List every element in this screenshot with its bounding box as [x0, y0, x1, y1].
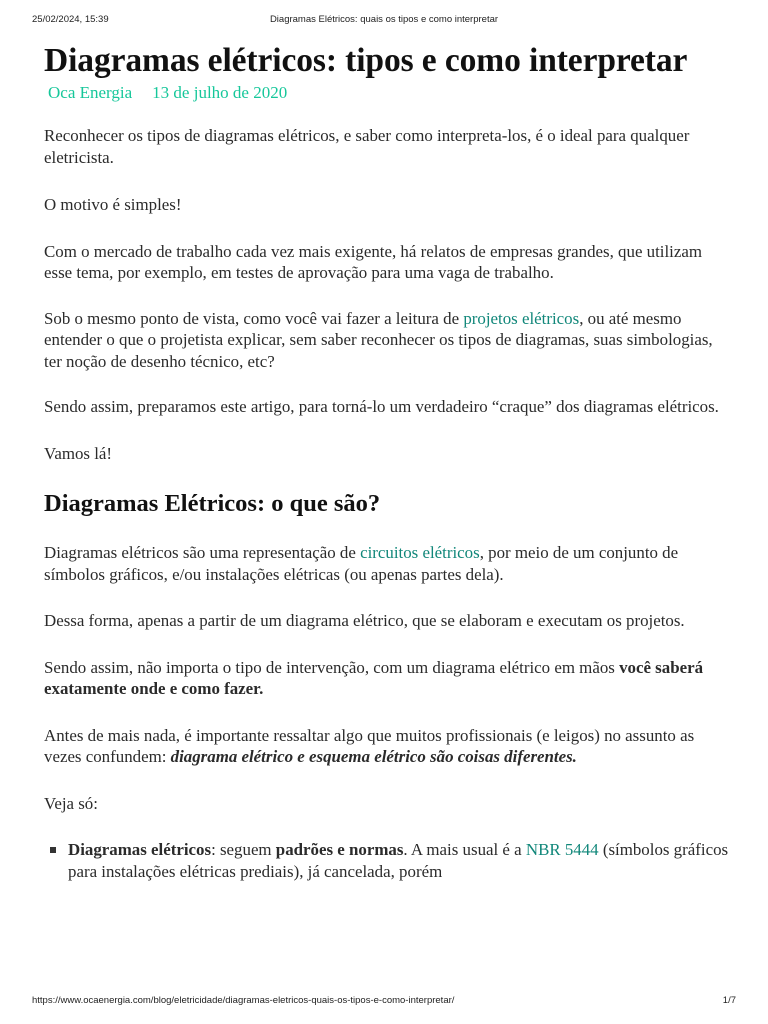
paragraph: Sendo assim, preparamos este artigo, para torná-lo um verdadeiro “craque” dos diagramas elétricos.: [44, 397, 719, 416]
list-item-text: (símbolos gráficos para instalações elétricas prediais), já cancelada, porém: [68, 840, 729, 881]
section-heading: Diagramas Elétricos: o que são?: [44, 490, 381, 517]
paragraph-text: Antes de mais nada, é importante ressaltar algo que muitos profissionais (e leigos) no assunto as vezes confundem:: [44, 725, 695, 766]
paragraph: Reconhecer os tipos de diagramas elétricos, e saber como interpreta-los, é o ideal para qualquer eletricista.: [44, 126, 690, 167]
article-author[interactable]: Oca Energia: [48, 83, 133, 102]
article-date: 13 de julho de 2020: [152, 83, 288, 102]
paragraph-text: , por meio de um conjunto de símbolos gráficos, e/ou instalações elétricas (ou apenas partes dela).: [44, 543, 679, 584]
link-nbr-5444[interactable]: NBR 5444: [525, 840, 599, 859]
bold-text: Diagramas elétricos: [68, 840, 212, 859]
print-page-title: Diagramas Elétricos: quais os tipos e como interpretar: [269, 14, 499, 25]
paragraph-text: Sendo assim, não importa o tipo de intervenção, com um diagrama elétrico em mãos: [44, 657, 620, 677]
bold-text: padrões e normas: [275, 840, 404, 859]
list-item: [44, 839, 734, 882]
paragraph: O motivo é simples!: [44, 195, 182, 214]
paragraph: [44, 308, 734, 373]
link-circuitos-eletricos[interactable]: circuitos elétricos: [360, 543, 480, 562]
paragraph-text: Sob o mesmo ponto de vista, como você vai fazer a leitura de: [44, 308, 464, 328]
paragraph: [44, 542, 734, 585]
paragraph: [44, 657, 734, 700]
bold-italic-text: diagrama elétrico e esquema elétrico são coisas diferentes.: [170, 747, 577, 766]
paragraph: Veja só:: [44, 793, 98, 813]
article-title: Diagramas elétricos: tipos e como interpretar: [44, 42, 688, 79]
print-page-number: 1/7: [722, 995, 736, 1006]
link-projetos-eletricos[interactable]: projetos elétricos: [463, 308, 580, 328]
list-item-text: . A mais usual é a: [403, 840, 526, 859]
paragraph-text: , ou até mesmo entender o que o projetista explicar, sem saber reconhecer os tipos de diagramas, suas simbologias, ter noção de desenho técnico, etc?: [44, 308, 713, 371]
square-bullet-icon: [50, 847, 56, 853]
print-datetime: 25/02/2024, 15:39: [32, 14, 109, 25]
paragraph: Com o mercado de trabalho cada vez mais exigente, há relatos de empresas grandes, que utilizam esse tema, por exemplo, em testes de aprovação para uma vaga de trabalho.: [44, 241, 703, 282]
paragraph: [44, 725, 734, 768]
list-item-text: : seguem: [211, 840, 276, 859]
print-header: [0, 14, 768, 28]
paragraph: Dessa forma, apenas a partir de um diagrama elétrico, que se elaboram e executam os projetos.: [44, 611, 685, 630]
print-url: https://www.ocaenergia.com/blog/eletricidade/diagramas-eletricos-quais-os-tipos-e-como-interpretar/: [32, 995, 455, 1006]
paragraph: Vamos lá!: [44, 443, 113, 463]
article: [44, 40, 734, 882]
bullet-list: [44, 839, 734, 882]
article-meta: [44, 82, 734, 104]
bold-text: você saberá exatamente onde e como fazer.: [44, 657, 704, 698]
print-footer: [0, 995, 768, 1009]
paragraph-text: Diagramas elétricos são uma representação de: [44, 543, 361, 562]
